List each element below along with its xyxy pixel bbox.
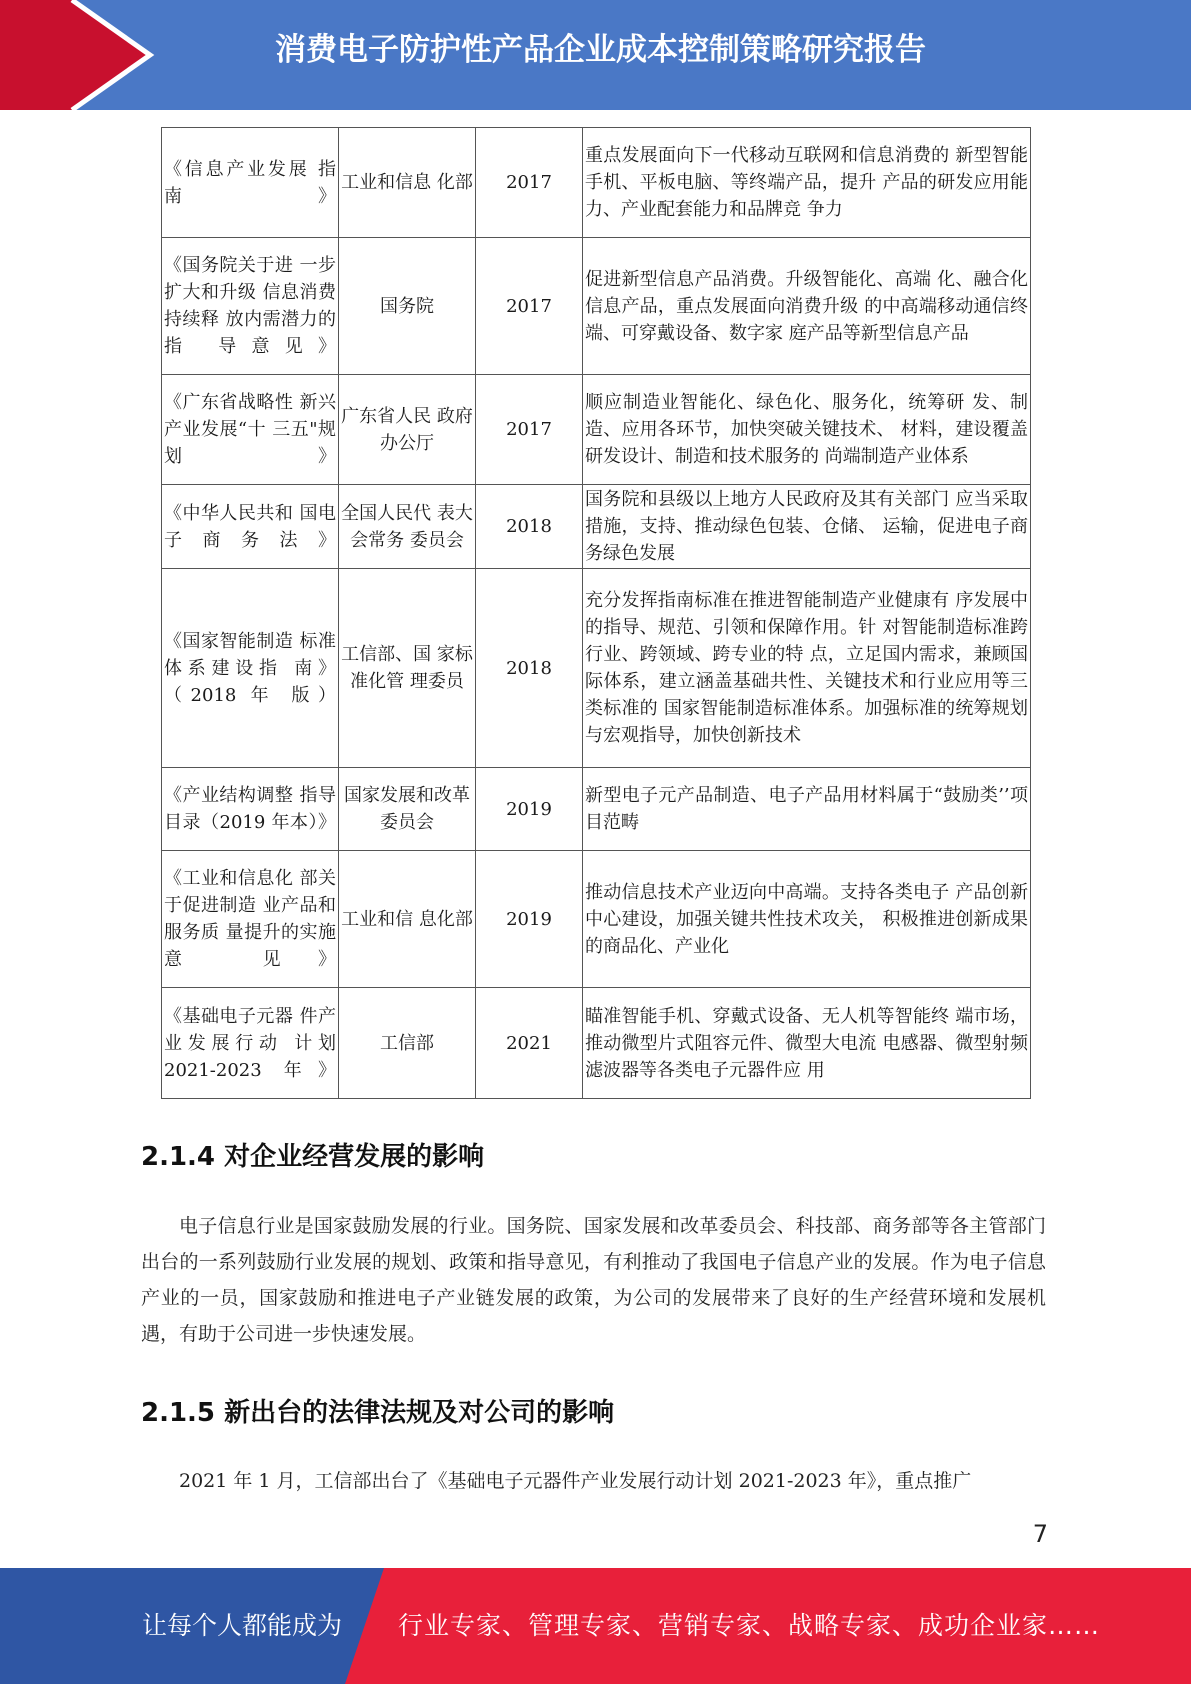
policy-dept-cell: 国务院 (339, 238, 476, 375)
policy-year-cell: 2018 (476, 485, 583, 569)
policy-year-cell: 2017 (476, 375, 583, 485)
policy-name-cell: 《产业结构调整 指导目录（2019 年本）》 (162, 768, 339, 851)
policy-year-cell: 2018 (476, 569, 583, 768)
policy-dept-cell: 工业和信 息化部 (339, 851, 476, 988)
policy-desc-cell: 推动信息技术产业迈向中高端。支持各类电子 产品创新中心建设，加强关键共性技术攻关， 积极推进创新成果的商品化、产业化 (583, 851, 1031, 988)
footer-slogan-left: 让每个人都能成为 (142, 1611, 343, 1640)
section-heading-2-1-5: 2.1.5 新出台的法律法规及对公司的影响 (141, 1398, 615, 1428)
policy-dept-cell: 工业和信息 化部 (339, 128, 476, 238)
policy-desc-cell: 新型电子元产品制造、电子产品用材料属于“鼓励类’’项目范畴 (583, 768, 1031, 851)
policy-year-cell: 2019 (476, 768, 583, 851)
section-2-1-4-paragraph: 电子信息行业是国家鼓励发展的行业。国务院、国家发展和改革委员会、科技部、商务部等各主管部门出台的一系列鼓励行业发展的规划、政策和指导意见，有利推动了我国电子信息产业的发展。作为电子信息产业的一员，国家鼓励和推进电子产业链发展的政策，为公司的发展带来了良好的生产经营环境和发展机遇，有助于公司进一步快速发展。 (141, 1215, 1046, 1345)
policy-desc-cell: 充分发挥指南标准在推进智能制造产业健康有 序发展中的指导、规范、引领和保障作用。针 对智能制造标准跨行业、跨领域、跨专业的特 点，立足国内需求，兼顾国际体系，建立涵盖基础共性、关键技术和行业应用等三类标准的 国家智能制造标准体系。加强标准的统筹规划 与宏观指导，加快创新技术 (583, 569, 1031, 768)
policy-desc-cell: 促进新型信息产品消费。升级智能化、高端 化、融合化信息产品，重点发展面向消费升级 的中高端移动通信终端、可穿戴设备、数字家 庭产品等新型信息产品 (583, 238, 1031, 375)
policy-year-cell: 2019 (476, 851, 583, 988)
policy-name-cell: 《国务院关于进 一步扩大和升级 信息消费持续释 放内需潜力的指 导意见》 (162, 238, 339, 375)
report-title: 消费电子防护性产品企业成本控制策略研究报告 (275, 32, 926, 68)
policy-dept-cell: 广东省人民 政府办公厅 (339, 375, 476, 485)
table-row (162, 485, 1031, 569)
page-footer (0, 1568, 1191, 1684)
table-row (162, 851, 1031, 988)
policy-year-cell: 2021 (476, 988, 583, 1099)
section-heading-2-1-4: 2.1.4 对企业经营发展的影响 (141, 1142, 485, 1172)
table-row (162, 128, 1031, 238)
section-2-1-5-paragraph: 2021 年 1 月，工信部出台了《基础电子元器件产业发展行动计划 2021-2023 年》，重点推广 (179, 1470, 972, 1492)
footer-slogan-right: 行业专家、管理专家、营销专家、战略专家、成功企业家…… (398, 1611, 1101, 1640)
policy-desc-cell: 顺应制造业智能化、绿色化、服务化，统筹研 发、制造、应用各环节，加快突破关键技术、 材料，建设覆盖研发设计、制造和技术服务的 尚端制造产业体系 (583, 375, 1031, 485)
table-row (162, 238, 1031, 375)
table-row (162, 569, 1031, 768)
policy-name-cell: 《中华人民共和 国电子商务法》 (162, 485, 339, 569)
policy-dept-cell: 工信部 (339, 988, 476, 1099)
page-number: 7 (1032, 1520, 1048, 1548)
policy-name-cell: 《基础电子元器 件产业发展行动 计划 2021-2023 年》 (162, 988, 339, 1099)
policy-year-cell: 2017 (476, 238, 583, 375)
policy-desc-cell: 重点发展面向下一代移动互联网和信息消费的 新型智能手机、平板电脑、等终端产品，提升 产品的研发应用能力、产业配套能力和品牌竞 争力 (583, 128, 1031, 238)
policy-dept-cell: 全国人民代 表大会常务 委员会 (339, 485, 476, 569)
table-row (162, 375, 1031, 485)
policy-name-cell: 《工业和信息化 部关于促进制造 业产品和服务质 量提升的实施意 见》 (162, 851, 339, 988)
page-header (0, 0, 1191, 110)
policy-desc-cell: 国务院和县级以上地方人民政府及其有关部门 应当采取措施，支持、推动绿色包装、仓储、 运输，促进电子商务绿色发展 (583, 485, 1031, 569)
policy-name-cell: 《广东省战略性 新兴产业发展“十 三五"规划》 (162, 375, 339, 485)
policy-desc-cell: 瞄准智能手机、穿戴式设备、无人机等智能终 端市场，推动微型片式阻容元件、微型大电流 电感器、微型射频滤波器等各类电子元器件应 用 (583, 988, 1031, 1099)
policy-name-cell: 《信息产业发展 指南》 (162, 128, 339, 238)
policy-table (161, 127, 1031, 1099)
table-row (162, 988, 1031, 1099)
policy-name-cell: 《国家智能制造 标准体系建设指 南》（2018 年 版） (162, 569, 339, 768)
policy-dept-cell: 国家发展和改革委员会 (339, 768, 476, 851)
policy-year-cell: 2017 (476, 128, 583, 238)
table-row (162, 768, 1031, 851)
policy-dept-cell: 工信部、国 家标准化管 理委员 (339, 569, 476, 768)
